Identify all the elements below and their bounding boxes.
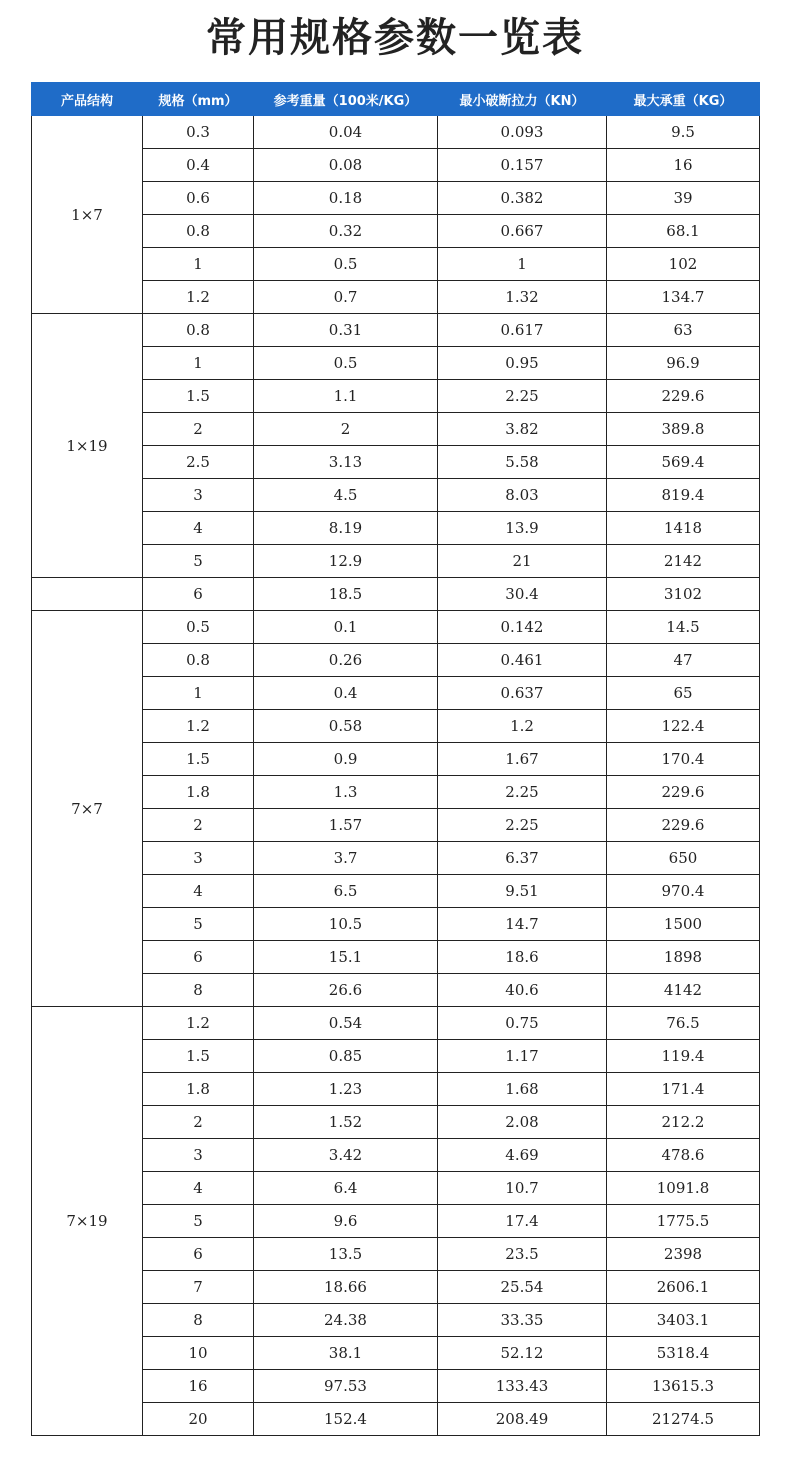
cell-max-load: 5318.4	[607, 1337, 760, 1370]
cell-weight: 8.19	[254, 512, 438, 545]
header-breaking-force: 最小破断拉力（KN）	[438, 83, 607, 116]
cell-max-load: 229.6	[607, 809, 760, 842]
cell-weight: 10.5	[254, 908, 438, 941]
cell-weight: 0.1	[254, 611, 438, 644]
table-row	[32, 116, 760, 149]
cell-weight: 97.53	[254, 1370, 438, 1403]
cell-breaking-force: 0.142	[438, 611, 607, 644]
cell-spec: 5	[143, 908, 254, 941]
cell-weight: 0.32	[254, 215, 438, 248]
cell-max-load: 1500	[607, 908, 760, 941]
cell-max-load: 65	[607, 677, 760, 710]
cell-spec: 5	[143, 1205, 254, 1238]
cell-weight: 0.31	[254, 314, 438, 347]
cell-weight: 0.18	[254, 182, 438, 215]
cell-spec: 8	[143, 1304, 254, 1337]
cell-spec: 6	[143, 1238, 254, 1271]
cell-max-load: 229.6	[607, 380, 760, 413]
cell-breaking-force: 0.637	[438, 677, 607, 710]
header-structure: 产品结构	[32, 83, 143, 116]
cell-spec: 1.8	[143, 776, 254, 809]
header-spec: 规格（mm）	[143, 83, 254, 116]
cell-max-load: 1418	[607, 512, 760, 545]
cell-breaking-force: 0.461	[438, 644, 607, 677]
cell-spec: 0.8	[143, 644, 254, 677]
cell-weight: 152.4	[254, 1403, 438, 1436]
cell-weight: 18.66	[254, 1271, 438, 1304]
cell-breaking-force: 5.58	[438, 446, 607, 479]
cell-weight: 0.5	[254, 347, 438, 380]
cell-max-load: 96.9	[607, 347, 760, 380]
cell-spec: 7	[143, 1271, 254, 1304]
cell-weight: 9.6	[254, 1205, 438, 1238]
cell-max-load: 650	[607, 842, 760, 875]
cell-breaking-force: 40.6	[438, 974, 607, 1007]
cell-weight: 6.4	[254, 1172, 438, 1205]
cell-breaking-force: 6.37	[438, 842, 607, 875]
cell-max-load: 569.4	[607, 446, 760, 479]
cell-max-load: 3102	[607, 578, 760, 611]
cell-max-load: 68.1	[607, 215, 760, 248]
cell-spec: 6	[143, 941, 254, 974]
cell-spec: 0.4	[143, 149, 254, 182]
cell-max-load: 76.5	[607, 1007, 760, 1040]
cell-breaking-force: 1.2	[438, 710, 607, 743]
cell-max-load: 119.4	[607, 1040, 760, 1073]
cell-max-load: 47	[607, 644, 760, 677]
table-row	[32, 1007, 760, 1040]
cell-max-load: 4142	[607, 974, 760, 1007]
cell-weight: 12.9	[254, 545, 438, 578]
cell-max-load: 39	[607, 182, 760, 215]
cell-breaking-force: 33.35	[438, 1304, 607, 1337]
cell-weight: 15.1	[254, 941, 438, 974]
cell-max-load: 1091.8	[607, 1172, 760, 1205]
cell-breaking-force: 17.4	[438, 1205, 607, 1238]
cell-breaking-force: 10.7	[438, 1172, 607, 1205]
table-body	[32, 116, 760, 1436]
cell-breaking-force: 1.68	[438, 1073, 607, 1106]
cell-spec: 2.5	[143, 446, 254, 479]
cell-weight: 38.1	[254, 1337, 438, 1370]
cell-weight: 6.5	[254, 875, 438, 908]
cell-breaking-force: 1	[438, 248, 607, 281]
header-max-load: 最大承重（KG）	[607, 83, 760, 116]
cell-breaking-force: 23.5	[438, 1238, 607, 1271]
cell-structure: 1×19	[32, 314, 143, 578]
cell-spec: 1.2	[143, 1007, 254, 1040]
cell-weight: 0.85	[254, 1040, 438, 1073]
cell-spec: 1.8	[143, 1073, 254, 1106]
cell-max-load: 1898	[607, 941, 760, 974]
cell-max-load: 2606.1	[607, 1271, 760, 1304]
cell-spec: 1.2	[143, 710, 254, 743]
cell-max-load: 134.7	[607, 281, 760, 314]
cell-weight: 2	[254, 413, 438, 446]
cell-spec: 1.5	[143, 1040, 254, 1073]
cell-breaking-force: 0.95	[438, 347, 607, 380]
cell-spec: 4	[143, 875, 254, 908]
cell-spec: 4	[143, 1172, 254, 1205]
cell-max-load: 2398	[607, 1238, 760, 1271]
cell-spec: 1	[143, 347, 254, 380]
cell-max-load: 970.4	[607, 875, 760, 908]
cell-weight: 18.5	[254, 578, 438, 611]
cell-max-load: 14.5	[607, 611, 760, 644]
cell-breaking-force: 0.75	[438, 1007, 607, 1040]
cell-breaking-force: 2.08	[438, 1106, 607, 1139]
cell-weight: 1.3	[254, 776, 438, 809]
cell-breaking-force: 14.7	[438, 908, 607, 941]
cell-breaking-force: 21	[438, 545, 607, 578]
cell-breaking-force: 18.6	[438, 941, 607, 974]
cell-max-load: 3403.1	[607, 1304, 760, 1337]
cell-structure: 7×19	[32, 1007, 143, 1436]
cell-spec: 3	[143, 1139, 254, 1172]
cell-weight: 3.13	[254, 446, 438, 479]
cell-max-load: 13615.3	[607, 1370, 760, 1403]
cell-max-load: 229.6	[607, 776, 760, 809]
cell-breaking-force: 1.17	[438, 1040, 607, 1073]
cell-structure: 7×7	[32, 611, 143, 1007]
cell-spec: 1.2	[143, 281, 254, 314]
cell-spec: 8	[143, 974, 254, 1007]
cell-max-load: 478.6	[607, 1139, 760, 1172]
cell-breaking-force: 30.4	[438, 578, 607, 611]
cell-spec: 16	[143, 1370, 254, 1403]
cell-weight: 4.5	[254, 479, 438, 512]
cell-weight: 0.5	[254, 248, 438, 281]
cell-weight: 0.08	[254, 149, 438, 182]
cell-spec: 2	[143, 809, 254, 842]
cell-spec: 3	[143, 479, 254, 512]
header-weight: 参考重量（100米/KG）	[254, 83, 438, 116]
cell-spec: 4	[143, 512, 254, 545]
cell-max-load: 819.4	[607, 479, 760, 512]
cell-breaking-force: 13.9	[438, 512, 607, 545]
cell-weight: 3.42	[254, 1139, 438, 1172]
cell-weight: 0.04	[254, 116, 438, 149]
cell-structure: 1×7	[32, 116, 143, 314]
cell-max-load: 2142	[607, 545, 760, 578]
cell-breaking-force: 0.093	[438, 116, 607, 149]
table-row	[32, 578, 760, 611]
table-row	[32, 314, 760, 347]
page-title: 常用规格参数一览表	[206, 15, 584, 61]
cell-weight: 1.1	[254, 380, 438, 413]
cell-max-load: 63	[607, 314, 760, 347]
cell-weight: 0.54	[254, 1007, 438, 1040]
cell-max-load: 389.8	[607, 413, 760, 446]
cell-spec: 1.5	[143, 743, 254, 776]
cell-breaking-force: 2.25	[438, 809, 607, 842]
cell-breaking-force: 9.51	[438, 875, 607, 908]
cell-breaking-force: 52.12	[438, 1337, 607, 1370]
cell-spec: 3	[143, 842, 254, 875]
cell-spec: 1	[143, 677, 254, 710]
table-header-row	[32, 83, 760, 116]
cell-spec: 1	[143, 248, 254, 281]
cell-weight: 1.57	[254, 809, 438, 842]
cell-spec: 1.5	[143, 380, 254, 413]
cell-breaking-force: 25.54	[438, 1271, 607, 1304]
spec-table	[31, 82, 760, 1436]
cell-breaking-force: 0.382	[438, 182, 607, 215]
cell-max-load: 16	[607, 149, 760, 182]
cell-breaking-force: 133.43	[438, 1370, 607, 1403]
cell-structure	[32, 578, 143, 611]
cell-spec: 5	[143, 545, 254, 578]
cell-max-load: 171.4	[607, 1073, 760, 1106]
cell-breaking-force: 1.32	[438, 281, 607, 314]
cell-breaking-force: 2.25	[438, 380, 607, 413]
cell-weight: 1.23	[254, 1073, 438, 1106]
cell-spec: 6	[143, 578, 254, 611]
cell-weight: 24.38	[254, 1304, 438, 1337]
cell-max-load: 212.2	[607, 1106, 760, 1139]
cell-max-load: 122.4	[607, 710, 760, 743]
cell-spec: 0.3	[143, 116, 254, 149]
cell-weight: 26.6	[254, 974, 438, 1007]
cell-spec: 20	[143, 1403, 254, 1436]
cell-weight: 3.7	[254, 842, 438, 875]
cell-spec: 2	[143, 413, 254, 446]
cell-weight: 13.5	[254, 1238, 438, 1271]
cell-breaking-force: 0.617	[438, 314, 607, 347]
cell-weight: 0.58	[254, 710, 438, 743]
cell-breaking-force: 1.67	[438, 743, 607, 776]
cell-breaking-force: 0.667	[438, 215, 607, 248]
cell-breaking-force: 208.49	[438, 1403, 607, 1436]
cell-weight: 0.9	[254, 743, 438, 776]
cell-breaking-force: 4.69	[438, 1139, 607, 1172]
cell-weight: 0.4	[254, 677, 438, 710]
cell-max-load: 9.5	[607, 116, 760, 149]
cell-max-load: 1775.5	[607, 1205, 760, 1238]
table-row	[32, 611, 760, 644]
cell-weight: 0.7	[254, 281, 438, 314]
cell-breaking-force: 0.157	[438, 149, 607, 182]
cell-max-load: 170.4	[607, 743, 760, 776]
cell-spec: 0.5	[143, 611, 254, 644]
cell-spec: 0.8	[143, 314, 254, 347]
cell-max-load: 21274.5	[607, 1403, 760, 1436]
cell-spec: 2	[143, 1106, 254, 1139]
cell-breaking-force: 3.82	[438, 413, 607, 446]
cell-weight: 1.52	[254, 1106, 438, 1139]
cell-max-load: 102	[607, 248, 760, 281]
cell-breaking-force: 8.03	[438, 479, 607, 512]
cell-breaking-force: 2.25	[438, 776, 607, 809]
cell-spec: 0.8	[143, 215, 254, 248]
cell-spec: 10	[143, 1337, 254, 1370]
cell-weight: 0.26	[254, 644, 438, 677]
cell-spec: 0.6	[143, 182, 254, 215]
